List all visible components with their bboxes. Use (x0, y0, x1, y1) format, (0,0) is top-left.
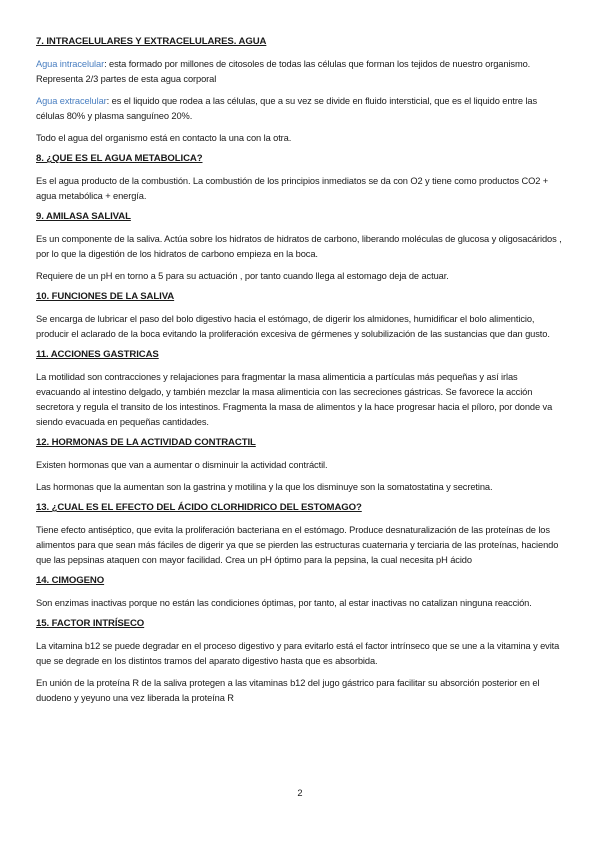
paragraph (36, 131, 564, 146)
section (36, 437, 564, 495)
paragraph-text: Es un componente de la saliva. Actúa sobre los hidratos de hidratos de carbono, liberando moléculas de glucosa y oligosacáridos , por lo que la digestión de los hidratos de carbono empieza en la boca. (36, 234, 562, 259)
section-heading: 9. AMILASA SALIVAL (36, 211, 131, 222)
document-body (36, 36, 564, 713)
section (36, 153, 564, 204)
term-highlight: Agua extracelular (36, 96, 107, 106)
section (36, 618, 564, 706)
paragraph-text: Es el agua producto de la combustión. La combustión de los principios inmediatos se da con O2 y tiene como productos CO2 + agua metabólica + energía. (36, 176, 549, 201)
section (36, 36, 564, 146)
paragraph (36, 480, 564, 495)
section-heading: 14. CIMOGENO (36, 575, 105, 586)
paragraph (36, 676, 564, 706)
paragraph-text: : esta formado por millones de citosoles de todas las células que forman los tejidos de nuestro organismo. Representa 2/3 partes de esta agua corporal (36, 59, 531, 84)
paragraph-text: Tiene efecto antiséptico, que evita la proliferación bacteriana en el estómago. Produce desnaturalización de las proteínas de los alimentos para que sean más fáciles de digerir ya que se pierden las estructuras cuaternaria y terciaria de las proteínas, haciendo que las pepsinas ataquen con mayor facilidad. Crea un pH óptimo para la pepsina, la cual necesita pH ácido (36, 525, 559, 565)
page-number: 2 (297, 788, 303, 798)
paragraph (36, 174, 564, 204)
paragraph-text: La vitamina b12 se puede degradar en el proceso digestivo y para evitarlo está el factor intrínseco que se une a la vitamina y evita que se degrade en los distintos tramos del aparato digestivo hasta que es absorbida. (36, 641, 560, 666)
paragraph (36, 57, 564, 87)
section-heading: 15. FACTOR INTRÍSECO (36, 618, 145, 629)
section-heading: 8. ¿QUE ES EL AGUA METABOLICA? (36, 153, 203, 164)
section-heading: 11. ACCIONES GASTRICAS (36, 349, 159, 360)
paragraph (36, 458, 564, 473)
paragraph-text: Se encarga de lubricar el paso del bolo digestivo hacia el estómago, de digerir los almidones, humidificar el bolo alimenticio, producir el aclarado de la boca evitando la proliferación excesiva de gérmenes y solubilización de las sustancias que dan gusto. (36, 314, 550, 339)
term-highlight: Agua intracelular (36, 59, 105, 69)
paragraph (36, 370, 564, 430)
section (36, 502, 564, 568)
section (36, 575, 564, 611)
paragraph-text: Requiere de un pH en torno a 5 para su actuación , por tanto cuando llega al estomago deja de actuar. (36, 271, 449, 281)
section (36, 291, 564, 342)
paragraph-text: Son enzimas inactivas porque no están las condiciones óptimas, por tanto, al estar inactivas no catalizan ninguna reacción. (36, 598, 532, 608)
paragraph-text: : es el liquido que rodea a las células, que a su vez se divide en fluido intersticial, que es el liquido entre las células 80% y plasma sanguíneo 20%. (36, 96, 538, 121)
section-heading: 7. INTRACELULARES Y EXTRACELULARES. AGUA (36, 36, 267, 47)
paragraph (36, 94, 564, 124)
paragraph (36, 269, 564, 284)
paragraph (36, 639, 564, 669)
paragraph-text: Todo el agua del organismo está en contacto la una con la otra. (36, 133, 292, 143)
paragraph (36, 312, 564, 342)
section-heading: 12. HORMONAS DE LA ACTIVIDAD CONTRACTIL (36, 437, 256, 448)
paragraph (36, 596, 564, 611)
paragraph-text: En unión de la proteína R de la saliva protegen a las vitaminas b12 del jugo gástrico para facilitar su absorción posterior en el duodeno y yeyuno una vez liberada la proteína R (36, 678, 540, 703)
section-heading: 13. ¿CUAL ES EL EFECTO DEL ÁCIDO CLORHIDRICO DEL ESTOMAGO? (36, 502, 362, 513)
paragraph (36, 232, 564, 262)
section (36, 211, 564, 284)
section (36, 349, 564, 430)
paragraph-text: Existen hormonas que van a aumentar o disminuir la actividad contráctil. (36, 460, 328, 470)
paragraph-text: La motilidad son contracciones y relajaciones para fragmentar la masa alimenticia a partículas más pequeñas y así irlas evacuando al intestino delgado, y también mezclar la masa alimenticia con las secreciones gástricas. Se favorece la acción secretora y regula el transito de los intestinos. Fragmenta la masa de alimentos y la hace progresar hacia el píloro, por donde va siendo evacuada en pequeñas cantidades. (36, 372, 553, 427)
paragraph (36, 523, 564, 568)
paragraph-text: Las hormonas que la aumentan son la gastrina y motilina y la que los disminuye son la somatostatina y secretina. (36, 482, 493, 492)
section-heading: 10. FUNCIONES DE LA SALIVA (36, 291, 175, 302)
